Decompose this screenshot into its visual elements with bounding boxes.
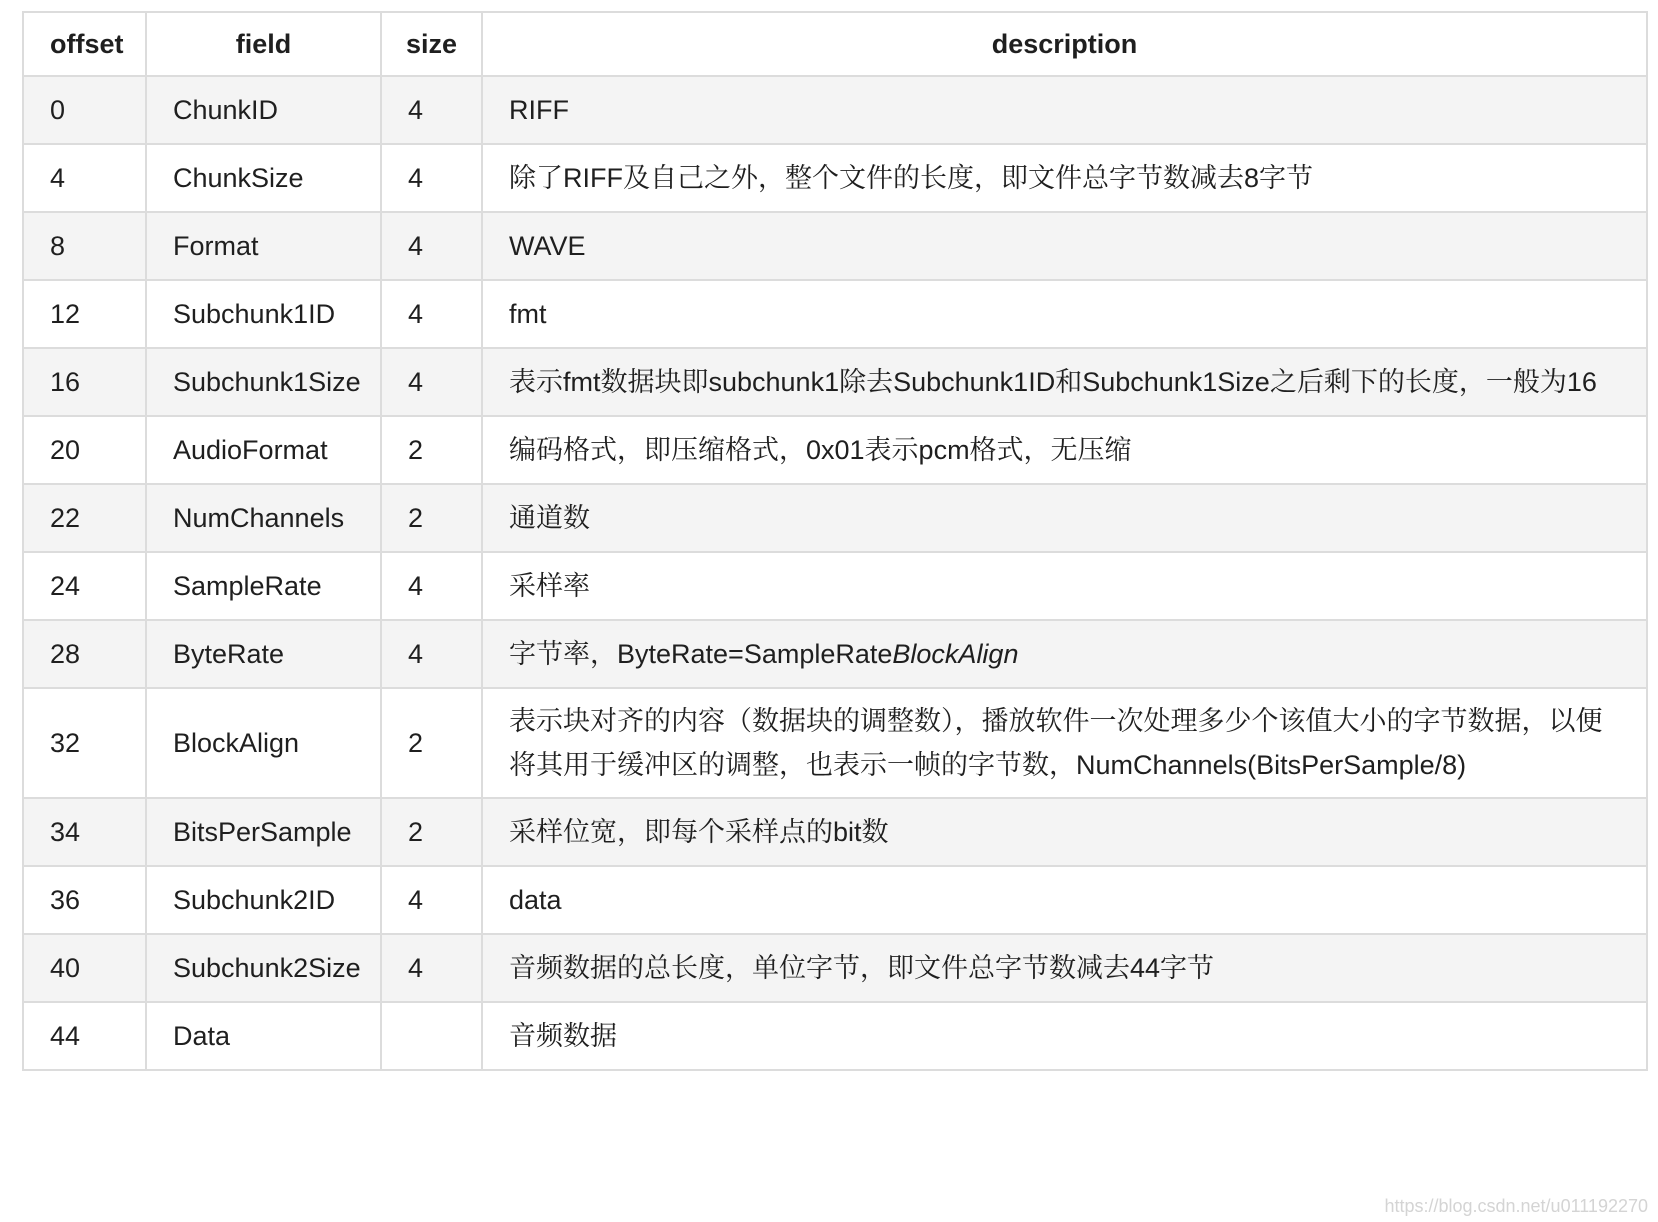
table-row bbox=[23, 620, 1647, 688]
table-row bbox=[23, 484, 1647, 552]
description-cell: data bbox=[482, 866, 1647, 934]
table-row bbox=[23, 866, 1647, 934]
table-row bbox=[23, 934, 1647, 1002]
field-cell: ChunkSize bbox=[146, 144, 381, 212]
offset-cell: 4 bbox=[23, 144, 146, 212]
size-cell: 2 bbox=[381, 484, 482, 552]
field-cell: Format bbox=[146, 212, 381, 280]
size-cell: 2 bbox=[381, 688, 482, 798]
size-cell: 4 bbox=[381, 866, 482, 934]
watermark: https://blog.csdn.net/u011192270 bbox=[1384, 1196, 1648, 1216]
table-row bbox=[23, 76, 1647, 144]
size-cell: 4 bbox=[381, 212, 482, 280]
field-cell: Subchunk2Size bbox=[146, 934, 381, 1002]
size-cell: 2 bbox=[381, 798, 482, 866]
description-cell: WAVE bbox=[482, 212, 1647, 280]
table-row bbox=[23, 552, 1647, 620]
size-cell: 4 bbox=[381, 620, 482, 688]
description-cell: 表示块对齐的内容（数据块的调整数），播放软件一次处理多少个该值大小的字节数据，以便将其用于缓冲区的调整，也表示一帧的字节数，NumChannels(BitsPerSample/8) bbox=[482, 688, 1647, 798]
table-row bbox=[23, 144, 1647, 212]
field-cell: AudioFormat bbox=[146, 416, 381, 484]
wav-header-table-container bbox=[22, 11, 1646, 1071]
wav-header-table bbox=[22, 11, 1648, 1071]
description-cell: 编码格式，即压缩格式，0x01表示pcm格式，无压缩 bbox=[482, 416, 1647, 484]
description-cell: RIFF bbox=[482, 76, 1647, 144]
description-cell: 音频数据 bbox=[482, 1002, 1647, 1070]
offset-cell: 24 bbox=[23, 552, 146, 620]
field-cell: NumChannels bbox=[146, 484, 381, 552]
size-cell: 2 bbox=[381, 416, 482, 484]
offset-cell: 32 bbox=[23, 688, 146, 798]
description-cell: 采样位宽，即每个采样点的bit数 bbox=[482, 798, 1647, 866]
size-cell: 4 bbox=[381, 552, 482, 620]
column-header-description: description bbox=[482, 12, 1647, 76]
offset-cell: 34 bbox=[23, 798, 146, 866]
table-row bbox=[23, 688, 1647, 798]
offset-cell: 28 bbox=[23, 620, 146, 688]
description-cell: 表示fmt数据块即subchunk1除去Subchunk1ID和Subchunk1Size之后剩下的长度，一般为16 bbox=[482, 348, 1647, 416]
description-cell: 采样率 bbox=[482, 552, 1647, 620]
table-row bbox=[23, 1002, 1647, 1070]
offset-cell: 22 bbox=[23, 484, 146, 552]
size-cell: 4 bbox=[381, 348, 482, 416]
field-cell: SampleRate bbox=[146, 552, 381, 620]
description-cell: 通道数 bbox=[482, 484, 1647, 552]
table-row bbox=[23, 280, 1647, 348]
field-cell: Subchunk2ID bbox=[146, 866, 381, 934]
column-header-field: field bbox=[146, 12, 381, 76]
field-cell: Subchunk1ID bbox=[146, 280, 381, 348]
offset-cell: 36 bbox=[23, 866, 146, 934]
size-cell: 4 bbox=[381, 280, 482, 348]
field-cell: BitsPerSample bbox=[146, 798, 381, 866]
field-cell: BlockAlign bbox=[146, 688, 381, 798]
field-cell: ChunkID bbox=[146, 76, 381, 144]
table-row bbox=[23, 212, 1647, 280]
table-row bbox=[23, 416, 1647, 484]
table-row bbox=[23, 348, 1647, 416]
offset-cell: 40 bbox=[23, 934, 146, 1002]
offset-cell: 8 bbox=[23, 212, 146, 280]
offset-cell: 20 bbox=[23, 416, 146, 484]
column-header-size: size bbox=[381, 12, 482, 76]
column-header-offset: offset bbox=[23, 12, 146, 76]
size-cell: 4 bbox=[381, 934, 482, 1002]
description-text: 字节率，ByteRate=SampleRate bbox=[509, 639, 893, 669]
offset-cell: 0 bbox=[23, 76, 146, 144]
size-cell bbox=[381, 1002, 482, 1070]
table-header-row bbox=[23, 12, 1647, 76]
description-cell: 除了RIFF及自己之外，整个文件的长度，即文件总字节数减去8字节 bbox=[482, 144, 1647, 212]
field-cell: ByteRate bbox=[146, 620, 381, 688]
offset-cell: 12 bbox=[23, 280, 146, 348]
size-cell: 4 bbox=[381, 144, 482, 212]
description-cell bbox=[482, 620, 1647, 688]
size-cell: 4 bbox=[381, 76, 482, 144]
description-cell: fmt bbox=[482, 280, 1647, 348]
field-cell: Subchunk1Size bbox=[146, 348, 381, 416]
offset-cell: 44 bbox=[23, 1002, 146, 1070]
field-cell: Data bbox=[146, 1002, 381, 1070]
table-row bbox=[23, 798, 1647, 866]
offset-cell: 16 bbox=[23, 348, 146, 416]
description-cell: 音频数据的总长度，单位字节，即文件总字节数减去44字节 bbox=[482, 934, 1647, 1002]
description-italic-text: BlockAlign bbox=[892, 639, 1019, 669]
